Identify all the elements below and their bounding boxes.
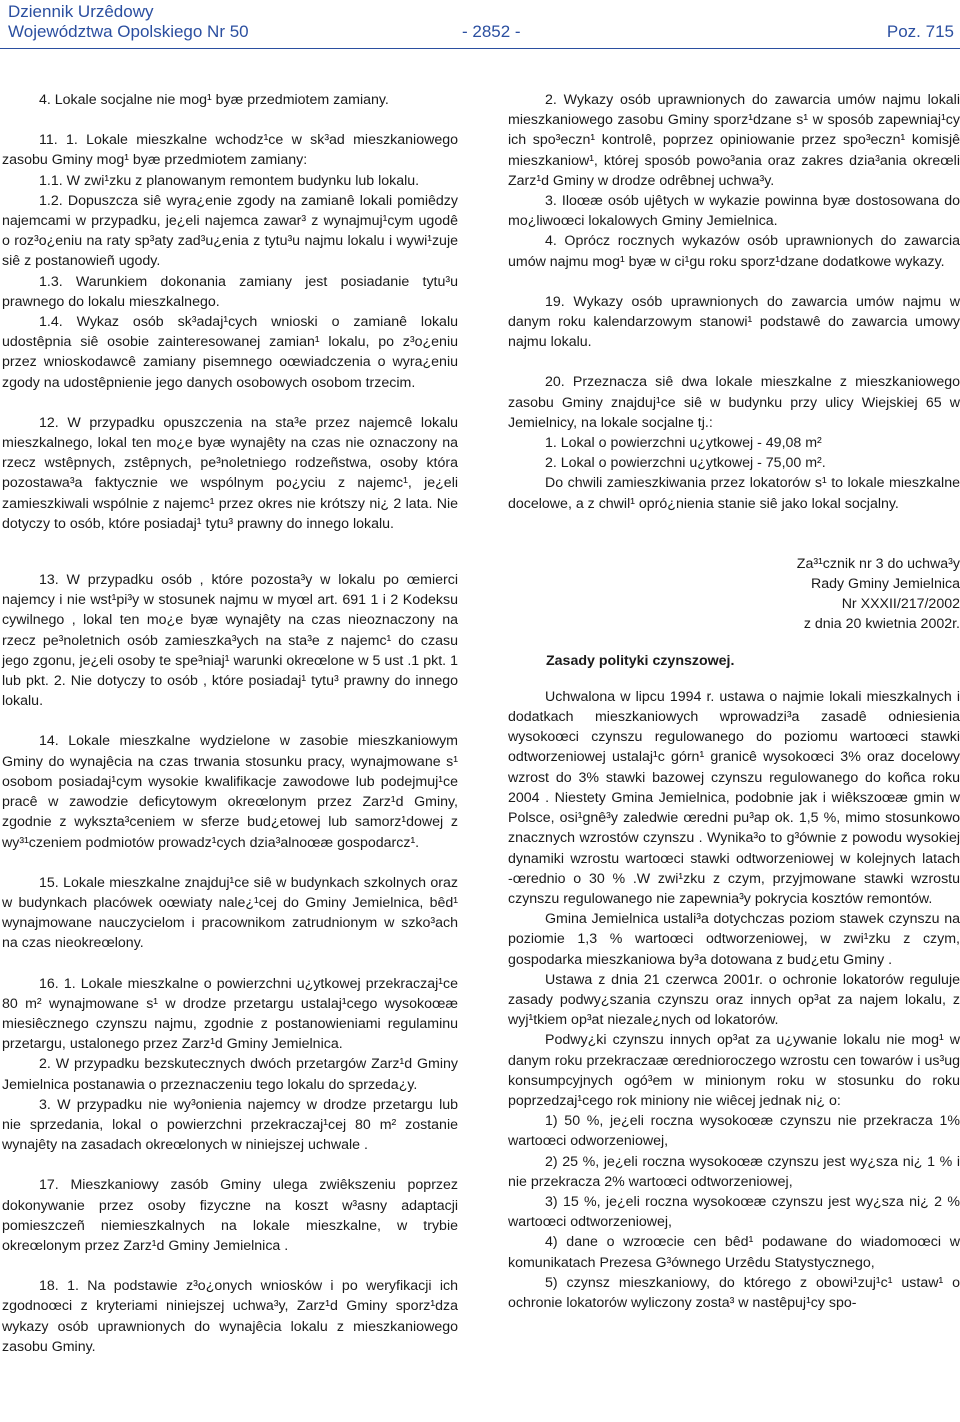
paragraph: 2. Wykazy osób uprawnionych do zawarcia umów najmu lokali mieszkaniowego zasobu Gminy sporz¹dzane s¹ w sposób zapewniaj¹cy ich spo³eczn¹ kontrolê, poprzez opiniowanie przez spo³eczn¹ komisjê mieszkaniow¹, której sposób powo³ania oraz zakres dzia³ania okreœli Zarz¹d Gminy w drodze odrêbnej uchwa³y. — [508, 92, 960, 189]
list-item: 1) 50 %, je¿eli roczna wysokoœæ czynszu nie przekracza 1% wartoœci odworzeniowej, — [508, 1113, 960, 1150]
paragraph: 13. W przypadku osób , które pozosta³y w lokalu po œmierci najemcy i nie wst¹pi³y w stosunek najmu w myœl art. 691 1 i 2 Kodeksu cywilnego , lokal ten mo¿e byæ wynajêty na czas nieoznaczony na rzecz pe³noletnich osób zamieszka³ych na sta³e z najemc¹ do czasu jego zgonu, je¿eli osoby te spe³niaj¹ warunki okreœlone w 5 ust .1 pkt. 1 lub pkt. 2. Nie dotyczy to osób , które posiadaj¹ tytu³ prawny do innego lokalu. — [2, 572, 458, 710]
paragraph: 17. Mieszkaniowy zasób Gminy ulega zwiêkszeniu poprzez dokonywanie przez osoby fizyczne na koszt w³asny adaptacji pomieszczeñ niemieszkalnych na lokale mieszkalne, w trybie okreœlonym przez Zarz¹d Gminy Jemielnica . — [2, 1177, 458, 1254]
journal-title-line1: Dziennik Urzêdowy — [8, 2, 154, 21]
right-column — [508, 90, 960, 1313]
paragraph: 16. 1. Lokale mieszkalne o powierzchni u¿ytkowej przekraczaj¹ce 80 m² wynajmowane s¹ w drodze przetargu ustalaj¹cego wysokoœæ miesiêcznego czynszu najmu, zgodnie z postanowieniami regulaminu przetargu, ustalonego przez Zarz¹d Gminy Jemielnica. — [2, 975, 458, 1053]
paragraph: 19. Wykazy osób uprawnionych do zawarcia umów najmu w danym roku kalendarzowym stanowi¹ podstawê do zawarcia umowy najmu lokalu. — [508, 293, 960, 351]
paragraph: 1.4. Wykaz osób sk³adaj¹cych wnioski o zamianê lokalu udostêpnia siê osobie zainteresowanej zamian¹ lokalu, po z³o¿eniu przez wnioskodawcê zamiany pisemnego oœwiadczenia o wyra¿eniu zgody na udostêpnienie jego danych osobowych osobom trzecim. — [2, 314, 458, 391]
signature-line: Za³¹cznik nr 3 do uchwa³y — [796, 555, 960, 572]
list-item: 2) 25 %, je¿eli roczna wysokoœæ czynszu jest wy¿sza ni¿ 1 % i nie przekracza 2% wartoœci odtworzeniowej, — [508, 1153, 960, 1190]
page-number: - 2852 - — [462, 22, 521, 41]
paragraph: 14. Lokale mieszkalne wydzielone w zasobie mieszkaniowym Gminy do wynajêcia na czas trwania stosunku pracy, wynajmowane s¹ osobom posiadaj¹cym wysokie kwalifikacje zawodowe lub podejmuj¹ce pracê w zawodzie deficytowym okreœlonym przez Zarz¹d Gminy, zgodnie z wykszta³ceniem w sferze bud¿etowej lub samorz¹dowej z wy³¹czeniem podmiotów prowadz¹cych dzia³alnoœæ gospodarcz¹. — [2, 733, 458, 851]
paragraph: 4. Lokale socjalne nie mog¹ byæ przedmiotem zamiany. — [39, 92, 389, 108]
paragraph: 2. Lokal o powierzchni u¿ytkowej - 75,00 m². — [545, 455, 826, 472]
section-heading: Zasady polityki czynszowej. — [546, 652, 735, 669]
paragraph: 12. W przypadku opuszczenia na sta³e przez najemcê lokalu mieszkalnego, lokal ten mo¿e byæ wynajêty na czas nie oznaczony na rzecz wstêpnych, zstêpnych, pe³noletniego rodzeñstwa, osoby która pozostawa³a faktycznie we wspólnym po¿yciu z najemc¹, je¿eli zamieszkiwali wspólnie z najemc¹ przez okres nie krótszy ni¿ 2 lata. Nie dotyczy to osób, które posiadaj¹ tytu³ prawny do innego lokalu. — [2, 414, 458, 532]
paragraph: 20. Przeznacza siê dwa lokale mieszkalne z mieszkaniowego zasobu Gminy znajduj¹ce siê w budynku przy ulicy Wiejskiej 65 w Jemielnicy, na lokale socjalne tj.: — [508, 374, 960, 431]
paragraph: 1.1. W zwi¹zku z planowanym remontem budynku lub lokalu. — [39, 172, 420, 189]
paragraph: 3. W przypadku nie wy³onienia najemcy w drodze przetargu lub nie sprzedania, lokal o powierzchni przekraczaj¹cej 80 m² zostanie wynajêty na zasadach okreœlonych w niniejszej uchwale . — [2, 1096, 458, 1154]
signature-line: Rady Gminy Jemielnica — [810, 576, 960, 593]
paragraph: 4. Oprócz rocznych wykazów osób uprawnionych do zawarcia umów najmu mog¹ byæ w ci¹gu roku sporz¹dzane dodatkowe wykazy. — [508, 233, 960, 270]
paragraph: Uchwalona w lipcu 1994 r. ustawa o najmie lokali mieszkalnych i dodatkach mieszkaniowych wprowadzi³a zasadê odniesienia wysokoœci czynszu regulowanego do poziomu wartoœci stawki odtworzeniowej ustalaj¹c górn¹ granicê wysokoœci 3% oraz docelowy wzrost do 3% stawki bazowej czynszu regulowanego do koñca roku 2004 . Niestety Gmina Jemielnica, podobnie jak i wiêkszoœæ gmin w Polsce, osi¹gnê³y zaledwie œredni pu³ap ok. 1,5 %, mimo stosunkowo znacznych wzrostów czynszu . Wynika³o to g³ównie z powodu wysokiej dynamiki wzrostu wartoœci stawki odtworzeniowej w kolejnych latach -œrednio o 30 % .W zwi¹zku z czym, przyjmowane stawki wzrostu czynszu regulowanego nie zapewnia³y pokrycia kosztów remontów. — [508, 688, 960, 907]
paragraph: Do chwili zamieszkiwania przez lokatorów s¹ to lokale mieszkalne docelowe, a z chwil¹ opró¿nienia stanie siê jako lokal socjalny. — [508, 475, 960, 512]
position-number: Poz. 715 — [886, 22, 954, 41]
attachment-signature — [508, 554, 960, 635]
header-divider — [0, 48, 960, 49]
paragraph: Podwy¿ki czynszu innych op³at za u¿ywanie lokalu nie mog¹ w danym roku przekraczaæ œrednioroczego wzrostu cen towarów i us³ug konsumpcyjnych ogó³em w minionym roku w stosunku do roku poprzedzaj¹cego rok miniony nie wiêcej jednak ni¿ o: — [508, 1032, 960, 1109]
paragraph: Gmina Jemielnica ustali³a dotychczas poziom stawek czynszu na poziomie 1,3 % wartoœci odtworzeniowej, w zwi¹zku z czym, gospodarka mieszkaniowa by³a dotowana z bud¿etu Gminy . — [508, 911, 960, 968]
paragraph: 2. W przypadku bezskutecznych dwóch przetargów Zarz¹d Gminy Jemielnica postanawia o przeznaczeniu tego lokalu do sprzeda¿y. — [2, 1056, 458, 1093]
journal-title-line2: Województwa Opolskiego Nr 50 — [8, 22, 249, 41]
left-column — [2, 90, 458, 1357]
signature-line: z dnia 20 kwietnia 2002r. — [803, 616, 960, 633]
paragraph: 3. Iloœæ osób ujêtych w wykazie powinna byæ dostosowana do mo¿liwoœci lokalowych Gminy Jemielnica. — [508, 193, 960, 230]
paragraph: 15. Lokale mieszkalne znajduj¹ce siê w budynkach szkolnych oraz w budynkach placówek oœwiaty nale¿¹cej do Gminy Jemielnica, bêd¹ wynajmowane nauczycielom i pracownikom zatrudnionym w szko³ach na czas nieokreœlony. — [2, 874, 458, 952]
paragraph: 11. 1. Lokale mieszkalne wchodz¹ce w sk³ad mieszkaniowego zasobu Gminy mog¹ byæ przedmiotem zamiany: — [2, 132, 458, 169]
journal-title — [8, 2, 249, 42]
paragraph: Ustawa z dnia 21 czerwca 2001r. o ochronie lokatorów reguluje zasady podwy¿szania czynszu oraz innych op³at za najem lokalu, z wyj¹tkiem op³at niezale¿nych od lokatorów. — [508, 971, 960, 1029]
signature-line: Nr XXXII/217/2002 — [841, 596, 960, 613]
paragraph: 18. 1. Na podstawie z³o¿onych wniosków i po weryfikacji ich zgodnoœci z kryteriami niniejszej uchwa³y, Zarz¹d Gminy sporz¹dza wykazy osób uprawnionych do wynajêcia lokalu z mieszkaniowego zasobu Gminy. — [2, 1278, 458, 1355]
list-item: 5) czynsz mieszkaniowy, do którego z obowi¹zuj¹c¹ ustaw¹ o ochronie lokatorów wyliczony zosta³ w nastêpuj¹cy spo- — [508, 1274, 960, 1311]
paragraph: 1.2. Dopuszcza siê wyra¿enie zgody na zamianê lokali pomiêdzy najemcami w przypadku, je¿eli najemca zawar³ z wynajmuj¹cym ugodê o roz³o¿eniu na raty sp³aty zad³u¿enia z tytu³u najmu lokalu i wywi¹zuje siê z postanowieñ ugody. — [2, 192, 458, 270]
list-item: 3) 15 %, je¿eli roczna wysokoœæ czynszu jest wy¿sza ni¿ 2 % wartoœci odtworzeniowej, — [508, 1193, 960, 1231]
paragraph: 1. Lokal o powierzchni u¿ytkowej - 49,08 m² — [545, 435, 822, 452]
list-item: 4) dane o wzroœcie cen bêd¹ podawane do wiadomoœci w komunikatach Prezesa G³ównego Urzêdu Statystycznego, — [508, 1234, 960, 1271]
paragraph: 1.3. Warunkiem dokonania zamiany jest posiadanie tytu³u prawnego do lokalu mieszkalnego. — [2, 273, 458, 310]
